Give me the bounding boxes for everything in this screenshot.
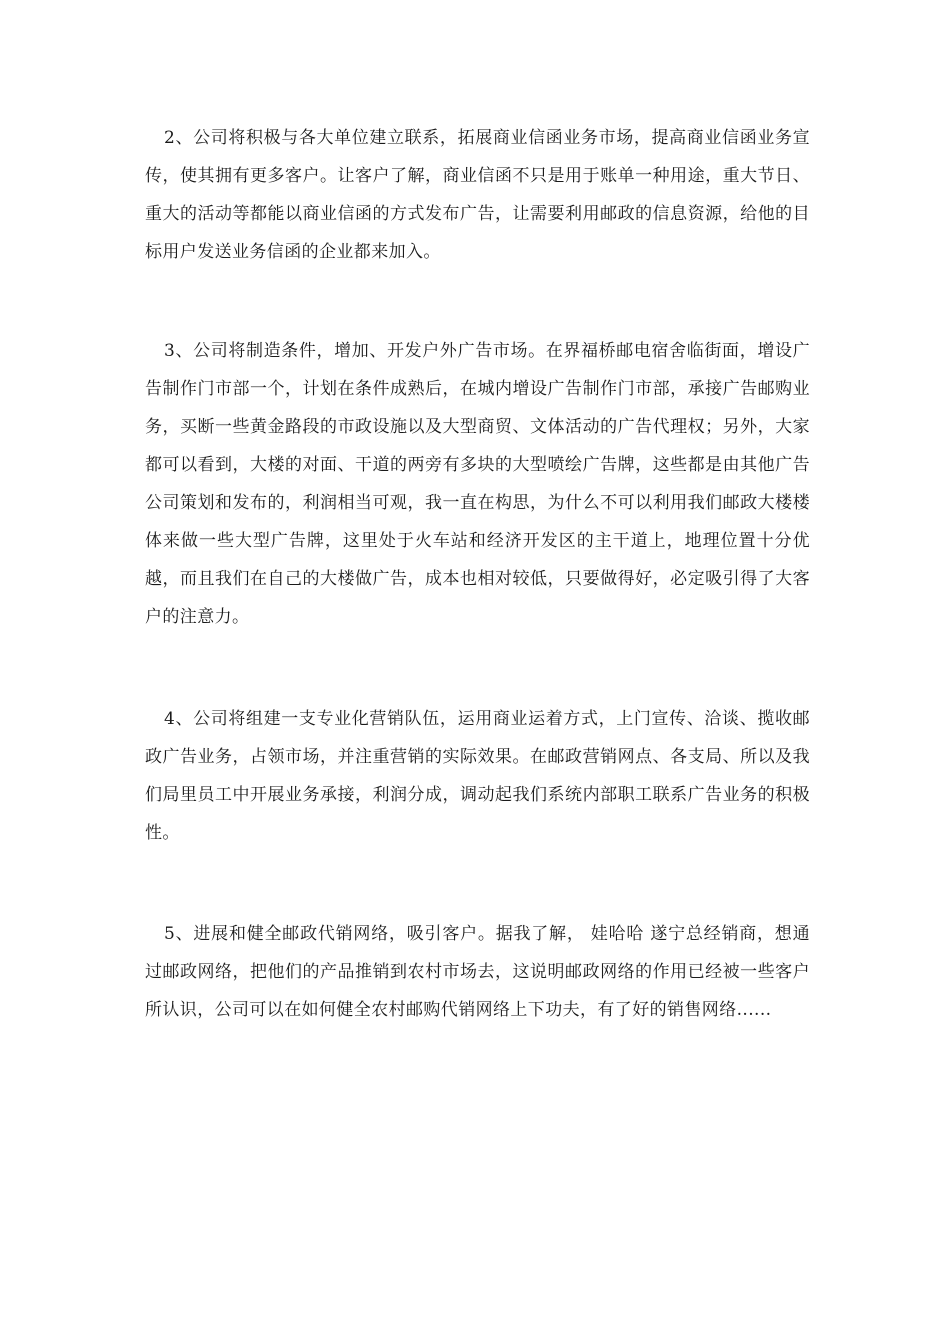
paragraph-item-3: 3、公司将制造条件，增加、开发户外广告市场。在界福桥邮电宿舍临街面，增设广告制作门市部一个，计划在条件成熟后，在城内增设广告制作门市部，承接广告邮购业务，买断一些黄金路段的市政设施以及大型商贸、文体活动的广告代理权；另外，大家都可以看到，大楼的对面、干道的两旁有多块的大型喷绘广告牌，这些都是由其他广告公司策划和发布的，利润相当可观，我一直在构思，为什么不可以利用我们邮政大楼楼体来做一些大型广告牌，这里处于火车站和经济开发区的主干道上，地理位置十分优越，而且我们在自己的大楼做广告，成本也相对较低，只要做得好，必定吸引得了大客户的注意力。 — [145, 341, 810, 627]
paragraph-item-4: 4、公司将组建一支专业化营销队伍，运用商业运着方式，上门宣传、洽谈、揽收邮政广告业务，占领市场，并注重营销的实际效果。在邮政营销网点、各支局、所以及我们局里员工中开展业务承接，利润分成，调动起我们系统内部职工联系广告业务的积极性。 — [145, 709, 810, 843]
paragraph-item-5: 5、进展和健全邮政代销网络，吸引客户。据我了解， 娃哈哈 遂宁总经销商，想通过邮政网络，把他们的产品推销到农村市场去，这说明邮政网络的作用已经被一些客户所认识，公司可以在如何健全农村邮购代销网络上下功夫，有了好的销售网络...... — [145, 924, 810, 1020]
paragraph-item-2: 2、公司将积极与各大单位建立联系，拓展商业信函业务市场，提高商业信函业务宣传，使其拥有更多客户。让客户了解，商业信函不只是用于账单一种用途，重大节日、重大的活动等都能以商业信函的方式发布广告，让需要利用邮政的信息资源，给他的目标用户发送业务信函的企业都来加入。 — [145, 128, 810, 262]
